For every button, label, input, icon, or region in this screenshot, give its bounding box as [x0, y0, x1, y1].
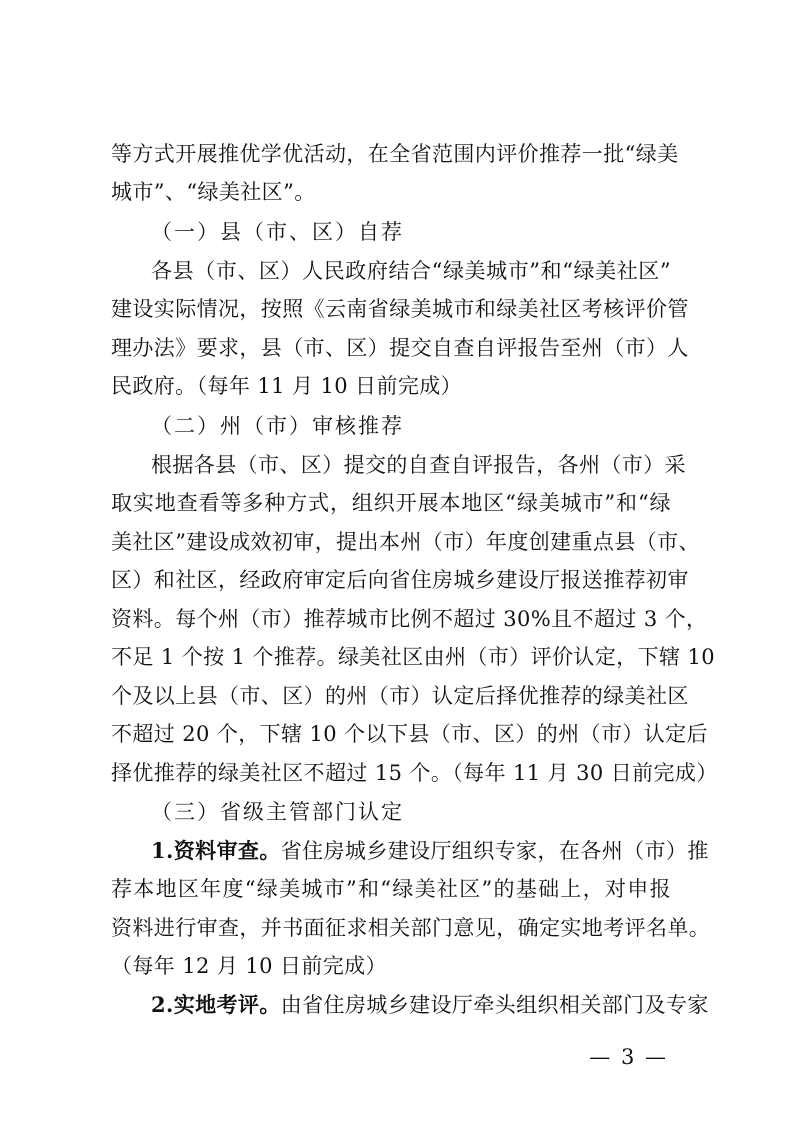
paragraph-line: 个及以上县（市、区）的州（市）认定后择优推荐的绿美社区	[111, 684, 689, 708]
paragraph-line: 取实地查看等多种方式，组织开展本地区“绿美城市”和“绿	[111, 491, 671, 515]
section-heading-1: （一）县（市、区）自荐	[151, 220, 404, 244]
numbered-item-2	[151, 990, 709, 1020]
paragraph-line: （每年 12 月 10 日前完成）	[111, 954, 387, 978]
item-1-text: 省住房城乡建设厅组织专家，在各州（市）推	[280, 839, 709, 863]
page-number: — 3 —	[589, 1045, 668, 1069]
paragraph-line: 建设实际情况，按照《云南省绿美城市和绿美社区考核评价管	[111, 297, 689, 321]
paragraph-line: 资料进行审查，并书面征求相关部门意见，确定实地考评名单。	[111, 916, 711, 940]
item-2-text: 由省住房城乡建设厅牵头组织相关部门及专家	[280, 993, 709, 1017]
paragraph-line: 根据各县（市、区）提交的自查自评报告，各州（市）采	[151, 453, 686, 477]
item-1-title: 1.资料审查。	[151, 838, 281, 863]
paragraph-line: 等方式开展推优学优活动，在全省范围内评价推荐一批“绿美	[111, 142, 679, 166]
section-heading-2: （二）州（市）审核推荐	[151, 414, 404, 438]
paragraph-line: 不超过 20 个，下辖 10 个以下县（市、区）的州（市）认定后	[111, 722, 708, 746]
paragraph-line: 城市”、“绿美社区”。	[111, 180, 316, 204]
paragraph-line: 美社区”建设成效初审，提出本州（市）年度创建重点县（市、	[111, 530, 700, 554]
paragraph-line: 区）和社区，经政府审定后向省住房城乡建设厅报送推荐初审	[111, 568, 689, 592]
numbered-item-1	[151, 836, 709, 866]
paragraph-line: 不足 1 个按 1 个推荐。绿美社区由州（市）评价认定，下辖 10	[111, 645, 716, 669]
section-heading-3: （三）省级主管部门认定	[151, 800, 404, 824]
paragraph-line: 荐本地区年度“绿美城市”和“绿美社区”的基础上，对申报	[111, 877, 671, 901]
paragraph-line: 资料。每个州（市）推荐城市比例不超过 30%且不超过 3 个，	[111, 607, 708, 631]
paragraph-line: 民政府。（每年 11 月 10 日前完成）	[111, 374, 463, 398]
paragraph-line: 择优推荐的绿美社区不超过 15 个。（每年 11 月 30 日前完成）	[111, 761, 718, 785]
item-2-title: 2.实地考评。	[151, 992, 281, 1017]
paragraph-line: 理办法》要求，县（市、区）提交自查自评报告至州（市）人	[111, 336, 689, 360]
paragraph-line: 各县（市、区）人民政府结合“绿美城市”和“绿美社区”	[151, 259, 671, 283]
